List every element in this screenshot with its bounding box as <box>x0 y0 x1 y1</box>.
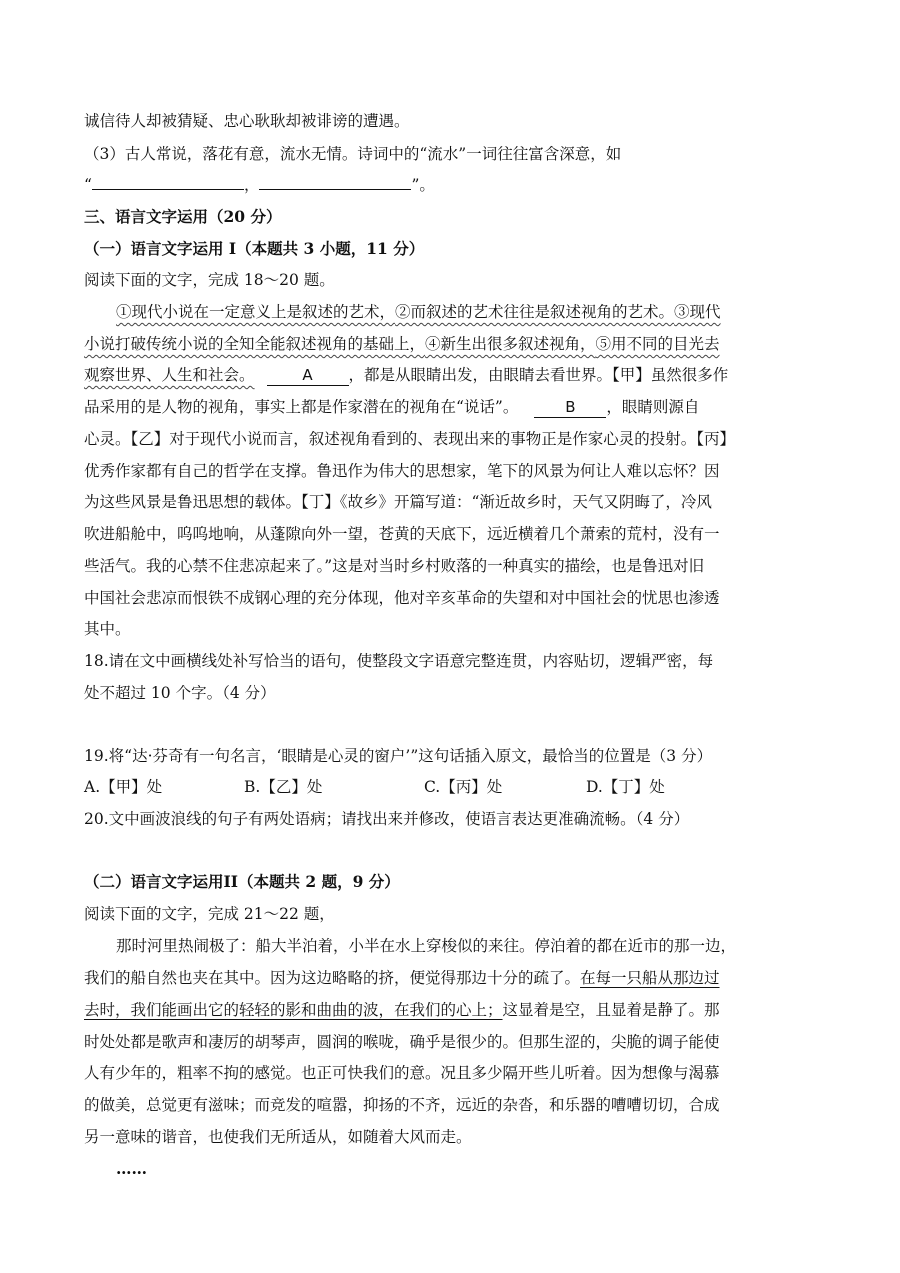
open-quote: “ <box>84 176 92 194</box>
passage1-line-6: 优秀作家都有自己的哲学在支撑。鲁迅作为伟大的思想家，笔下的风景为何让人难以忘怀？因 <box>84 462 720 480</box>
wavy-sentence-5b: 观察世界、人生和社会。 <box>84 366 255 384</box>
passage2-line-1: 那时河里热闹极了：船大半泊着，小半在水上穿梭似的来往。停泊着的都在近市的那一边， <box>116 937 737 955</box>
wavy-sentence-4: ④新生出很多叙述视角， <box>425 335 596 353</box>
passage1-line-7: 为这些风景是鲁迅思想的载体。【丁】《故乡》开篇写道：“渐近故乡时，天气又阴晦了，冷风 <box>84 493 712 511</box>
passage1-line-2 <box>84 334 720 354</box>
underlined-sentence-part-2: 去时，我们能画出它的轻轻的影和曲曲的波，在我们的心上； <box>84 1001 503 1019</box>
intro-line-2 <box>84 144 819 164</box>
passage1-line-11: 其中。 <box>84 620 131 638</box>
option-d[interactable]: D.【丁】处 <box>586 778 665 796</box>
intro-line-2-text: （3）古人常说，落花有意，流水无情。诗词中的“流水”一词往往富含深意，如 <box>84 145 622 163</box>
passage1-line-1 <box>116 302 721 322</box>
section-3-title: 三、语言文字运用（20 分） <box>84 207 282 226</box>
answer-blank-2[interactable] <box>259 175 411 190</box>
passage2-line-4: 时处处都是歌声和凄厉的胡琴声，圆润的喉咙，确乎是很少的。但那生涩的，尖脆的调子能使 <box>84 1033 720 1051</box>
passage1-line-4-rest: ，眼睛则源自 <box>606 398 700 416</box>
passage2-line-7: 另一意味的谐音，也使我们无所适从，如随着大风而走。 <box>84 1128 472 1146</box>
option-a[interactable]: A.【甲】处 <box>84 778 163 796</box>
wavy-sentence-3a: ③现代 <box>674 303 721 321</box>
option-b[interactable]: B.【乙】处 <box>244 778 323 796</box>
passage2-line-3 <box>84 1000 720 1020</box>
part-2-title: （二）语言文字运用II（本题共 2 题，9 分） <box>84 872 400 891</box>
question-20: 20.文中画波浪线的句子有两处语病；请找出来并修改，使语言表达更准确流畅。（4 分） <box>84 810 690 828</box>
answer-blank-1[interactable] <box>92 175 244 190</box>
passage1-line-3 <box>84 365 728 386</box>
question-18-line-2: 处不超过 10 个字。（4 分） <box>84 684 276 702</box>
passage1-line-4-text: 品采用的是人物的视角，事实上都是作家潜在的视角在“说话”。 <box>84 398 519 416</box>
wavy-sentence-5a: ⑤用不同的目光去 <box>595 335 720 353</box>
part-2-instruction: 阅读下面的文字，完成 21～22 题， <box>84 905 335 923</box>
question-19-options <box>84 777 819 797</box>
question-19: 19.将“达·芬奇有一句名言，‘眼睛是心灵的窗户’”这句话插入原文，最恰当的位置是（3 分） <box>84 747 713 765</box>
passage2-line-2 <box>84 968 720 988</box>
passage1-line-4 <box>84 397 699 418</box>
question-18-line-1: 18.请在文中画横线处补写恰当的语句，使整段文字语意完整连贯，内容贴切，逻辑严密，每 <box>84 652 714 670</box>
passage1-line-9: 些活气。我的心禁不住悲凉起来了。”这是对当时乡村败落的一种真实的描绘，也是鲁迅对旧 <box>84 557 705 575</box>
passage1-line-8: 吹进船舱中，呜呜地响，从蓬隙向外一望，苍黄的天底下，远近横着几个萧索的荒村，没有一 <box>84 525 720 543</box>
passage2-line-5: 人有少年的，粗率不拘的感觉。也正可快我们的意。况且多少隔开些儿听着。因为想像与渴慕 <box>84 1064 720 1082</box>
underlined-sentence-part-1: 在每一只船从那边过 <box>580 969 720 987</box>
ellipsis: …… <box>116 1159 147 1178</box>
intro-line-3 <box>84 175 435 195</box>
blank-b[interactable]: B <box>534 397 606 418</box>
wavy-sentence-1: ①现代小说在一定意义上是叙述的艺术， <box>116 303 396 321</box>
blank-a[interactable]: A <box>267 365 349 386</box>
wavy-sentence-2: ②而叙述的艺术往往是叙述视角的艺术。 <box>395 303 675 321</box>
passage1-line-10: 中国社会悲凉而恨铁不成钢心理的充分体现，他对辛亥革命的失望和对中国社会的忧思也渗透 <box>84 589 720 607</box>
passage1-line-5: 心灵。【乙】对于现代小说而言，叙述视角看到的、表现出来的事物正是作家心灵的投射。【丙】 <box>84 430 736 448</box>
part-1-instruction: 阅读下面的文字，完成 18～20 题。 <box>84 271 335 289</box>
passage2-line-2-text: 我们的船自然也夹在其中。因为这边略略的挤，便觉得那边十分的疏了。 <box>84 969 581 987</box>
comma: ， <box>243 176 260 194</box>
passage2-line-6: 的做美，总觉更有滋味；而竞发的喧嚣，抑扬的不齐，远近的杂沓，和乐器的嘈嘈切切，合成 <box>84 1096 720 1114</box>
part-1-title: （一）语言文字运用 I（本题共 3 小题，11 分） <box>84 239 425 258</box>
passage1-line-3-rest: ，都是从眼睛出发，由眼睛去看世界。【甲】虽然很多作 <box>348 366 729 384</box>
option-c[interactable]: C.【丙】处 <box>424 778 503 796</box>
wavy-sentence-3b: 小说打破传统小说的全知全能叙述视角的基础上， <box>84 335 426 353</box>
passage2-line-3-rest: 这显着是空，且显着是静了。那 <box>502 1001 720 1019</box>
intro-line-1: 诚信待人却被猜疑、忠心耿耿却被诽谤的遭遇。 <box>84 112 410 130</box>
close-quote: ”。 <box>411 176 435 194</box>
